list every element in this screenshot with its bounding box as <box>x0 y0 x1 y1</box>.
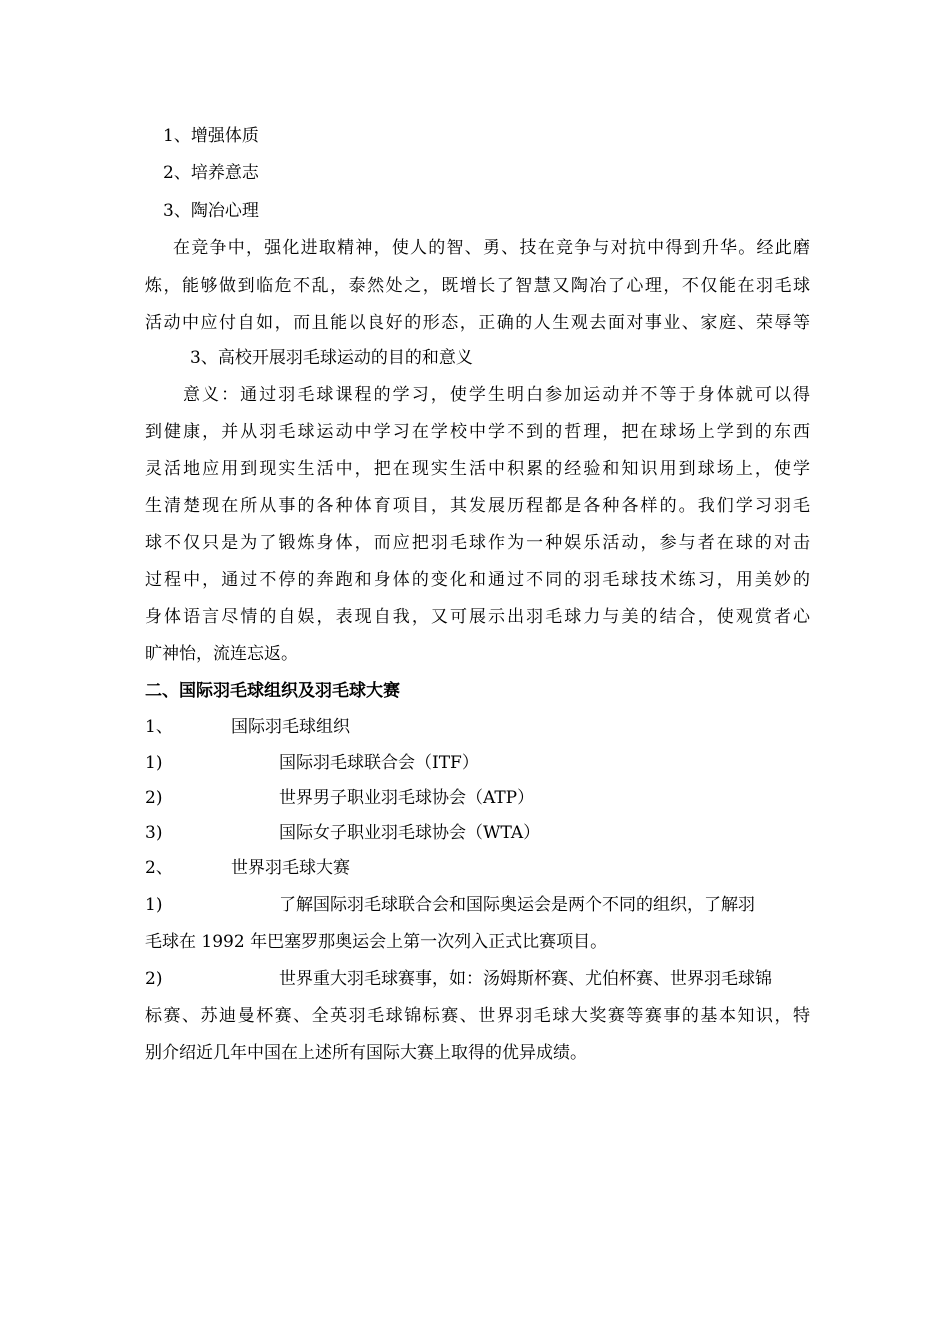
list-item <box>145 786 810 810</box>
list-text: 世界男子职业羽毛球协会（ATP） <box>279 788 535 808</box>
subsection-heading: 3、高校开展羽毛球运动的目的和意义 <box>190 348 473 368</box>
paragraph-line: 旷神怡，流连忘返。 <box>145 644 298 664</box>
list-text: 国际女子职业羽毛球协会（WTA） <box>279 823 541 843</box>
paragraph-line: 身体语言尽情的自娱，表现自我，又可展示出羽毛球力与美的结合，使观赏者心 <box>145 607 810 627</box>
paragraph-line: 生清楚现在所从事的各种体育项目，其发展历程都是各种各样的。我们学习羽毛 <box>145 496 810 516</box>
list-item <box>145 821 810 845</box>
paragraph-line: 活动中应付自如，而且能以良好的形态，正确的人生观去面对事业、家庭、荣辱等 <box>145 313 810 333</box>
list-number: 2、 <box>145 858 173 878</box>
list-number: 2) <box>145 969 163 989</box>
list-number: 2) <box>145 788 163 808</box>
list-item: 1、增强体质 <box>163 126 259 146</box>
subsection-text: 国际羽毛球组织 <box>231 717 350 737</box>
list-text: 世界重大羽毛球赛事，如：汤姆斯杯赛、尤伯杯赛、世界羽毛球锦 <box>279 969 772 989</box>
paragraph-line: 意义：通过羽毛球课程的学习，使学生明白参加运动并不等于身体就可以得 <box>183 385 810 405</box>
paragraph-line: 过程中，通过不停的奔跑和身体的变化和通过不同的羽毛球技术练习，用美妙的 <box>145 570 810 590</box>
list-item <box>145 751 810 775</box>
list-item <box>145 967 810 991</box>
list-text: 国际羽毛球联合会（ITF） <box>279 753 479 773</box>
list-text: 了解国际羽毛球联合会和国际奥运会是两个不同的组织，了解羽 <box>279 895 755 915</box>
paragraph-line: 炼，能够做到临危不乱，泰然处之，既增长了智慧又陶冶了心理，不仅能在羽毛球 <box>145 276 810 296</box>
list-item-continuation: 标赛、苏迪曼杯赛、全英羽毛球锦标赛、世界羽毛球大奖赛等赛事的基本知识，特 <box>145 1006 810 1026</box>
list-item-continuation: 毛球在 1992 年巴塞罗那奥运会上第一次列入正式比赛项目。 <box>145 932 608 952</box>
paragraph-line: 在竞争中，强化进取精神，使人的智、勇、技在竞争与对抗中得到升华。经此磨 <box>173 238 810 258</box>
section-title: 二、国际羽毛球组织及羽毛球大赛 <box>145 681 400 701</box>
list-number: 3) <box>145 823 163 843</box>
subsection-text: 世界羽毛球大赛 <box>231 858 350 878</box>
list-number: 1) <box>145 895 163 915</box>
list-item: 2、培养意志 <box>163 163 259 183</box>
subsection-heading <box>145 715 810 739</box>
list-item: 3、陶冶心理 <box>163 201 259 221</box>
list-number: 1、 <box>145 717 173 737</box>
paragraph-line: 球不仅只是为了锻炼身体，而应把羽毛球作为一种娱乐活动，参与者在球的对击 <box>145 533 810 553</box>
list-item-continuation: 别介绍近几年中国在上述所有国际大赛上取得的优异成绩。 <box>145 1043 587 1063</box>
subsection-heading <box>145 856 810 880</box>
paragraph-line: 到健康，并从羽毛球运动中学习在学校中学不到的哲理，把在球场上学到的东西 <box>145 422 810 442</box>
paragraph-line: 灵活地应用到现实生活中，把在现实生活中积累的经验和知识用到球场上，使学 <box>145 459 810 479</box>
list-item <box>145 893 810 917</box>
list-number: 1) <box>145 753 163 773</box>
